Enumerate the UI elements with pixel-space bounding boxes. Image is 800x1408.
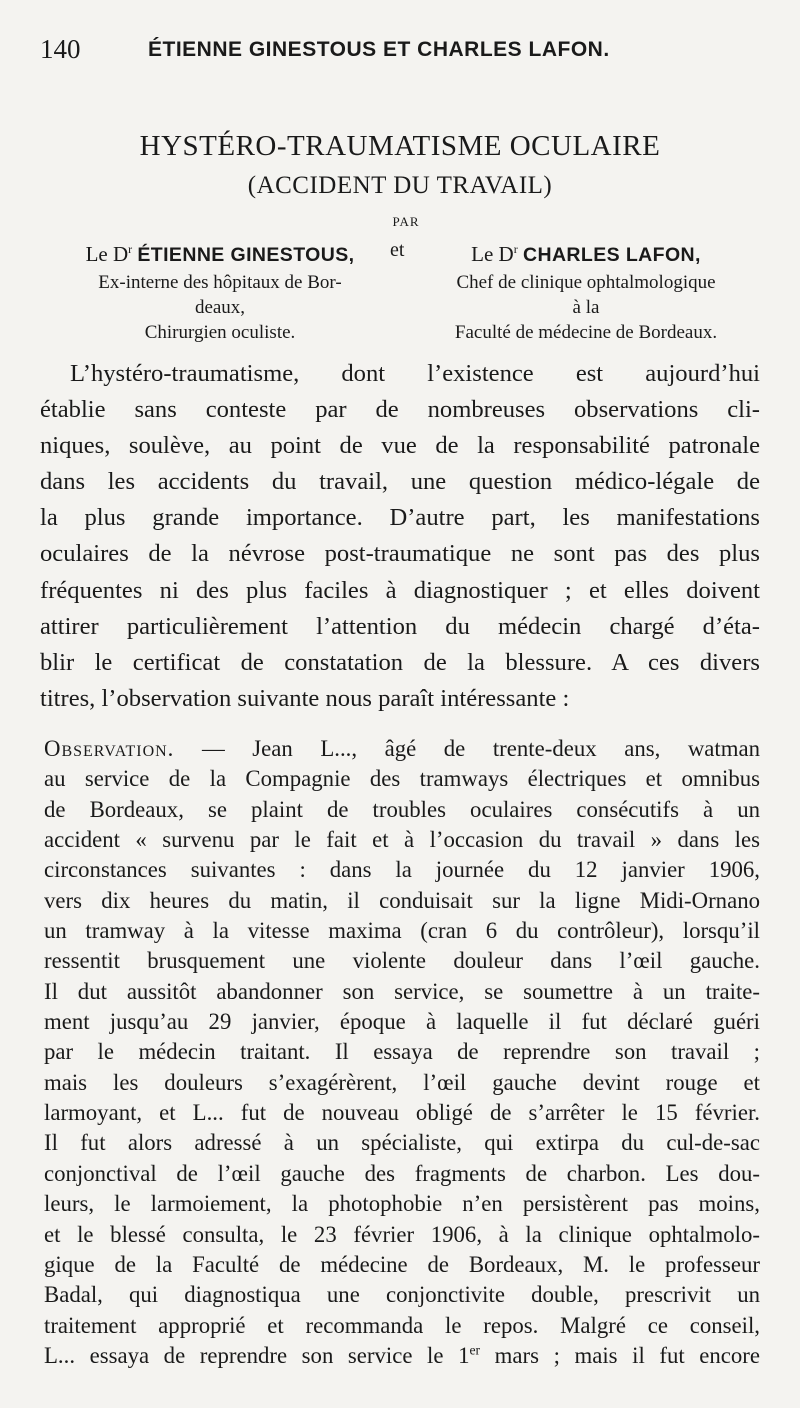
author-affiliation-line: Faculté de médecine de Bordeaux. [454,322,718,343]
text-line: niques, soulève, au point de vue de la responsabilité patronale [40,432,760,460]
text-line: un tramway à la vitesse maxima (cran 6 du contrôleur), lorsqu’il [44,918,760,944]
author-prefix-sup: r [513,242,518,256]
author-affiliation-line: Chirurgien oculiste. [144,322,296,343]
author-name [34,234,406,270]
text-line: L’hystéro-traumatisme, dont l’existence est aujourd’hui [70,360,760,387]
observation-paragraph [44,734,760,1371]
text-line: circonstances suivantes : dans la journée du 12 janvier 1906, [44,857,760,883]
author-ginestous [34,234,406,345]
text-line: accident « survenu par le fait et à l’occasion du travail » dans les [44,827,760,853]
article-title: HYSTÉRO-TRAUMATISME OCULAIRE [139,130,661,162]
text-line: traitement approprié et recommanda le repos. Malgré ce conseil, [44,1312,760,1338]
text-line: ment jusqu’au 29 janvier, époque à laquelle il fut déclaré guéri [44,1009,760,1035]
text-line: vers dix heures du matin, il conduisait sur la ligne Midi-Ornano [44,887,760,913]
text-line [44,734,760,764]
text-line: ressentit brusquement une violente douleur dans l’œil gauche. [44,948,760,974]
author-affiliation-line: à la [572,297,600,318]
text-line: conjonctival de l’œil gauche des fragments de charbon. Les dou- [44,1160,760,1186]
text-line: la plus grande importance. D’autre part, les manifestations [40,504,760,532]
author-affiliation-line: deaux, [194,297,246,318]
author-prefix: Le D [471,242,514,266]
intro-paragraph [40,356,760,717]
author-affiliation-line: Chef de clinique ophtalmologique [456,272,716,293]
text-line: Il fut alors adressé à un spécialiste, qui extirpa du cul-de-sac [44,1130,760,1156]
author-name-text: CHARLES LAFON, [522,244,701,266]
observation-label: Observation. [44,736,175,761]
text-line: au service de la Compagnie des tramways électriques et omnibus [44,766,760,792]
author-name-text: ÉTIENNE GINESTOUS, [137,244,355,266]
text-line: Badal, qui diagnostiqua une conjonctivite double, prescrivit un [44,1282,760,1308]
text-line: leurs, le larmoiement, la photophobie n’en persistèrent pas moins, [44,1191,760,1217]
text-line: mais les douleurs s’exagérèrent, l’œil gauche devint rouge et [44,1069,760,1095]
author-affiliation-line: Ex-interne des hôpitaux de Bor- [98,272,342,293]
text-line: dans les accidents du travail, une question médico-légale de [40,468,760,496]
running-title: ÉTIENNE GINESTOUS ET CHARLES LAFON. [148,38,610,61]
text-line: oculaires de la névrose post-traumatique ne sont pas des plus [40,540,760,568]
authors-block [34,234,764,344]
running-header [36,30,760,70]
author-prefix: Le D [85,242,129,266]
author-conjunction: et [390,239,405,261]
text-line: par le médecin traitant. Il essaya de reprendre son travail ; [44,1039,760,1065]
text-line: gique de la Faculté de médecine de Bordeaux, M. le professeur [44,1251,760,1277]
author-prefix-sup: r [128,242,133,256]
last-line-end: mars ; mais il fut encore [480,1342,760,1368]
text-line: de Bordeaux, se plaint de troubles oculaires consécutifs à un [44,796,760,822]
author-name [406,234,766,270]
byline-par: PAR [392,214,420,229]
article-subtitle: (ACCIDENT DU TRAVAIL) [247,172,553,199]
last-line-start: L... essaya de reprendre son service le 1 [44,1342,470,1368]
text-line: blir le certificat de constatation de la blessure. A ces divers [40,648,760,676]
text-line [44,1341,760,1371]
text-line: et le blessé consulta, le 23 février 1906, à la clinique ophtalmolo- [44,1221,760,1247]
page-number: 140 [40,34,81,64]
text-line: attirer particulièrement l’attention du médecin chargé d’éta- [40,612,760,640]
author-lafon [406,234,766,345]
ordinal-sup: er [469,1342,481,1358]
text-line: Il dut aussitôt abandonner son service, se soumettre à un traite- [44,978,760,1004]
text-line: établie sans conteste par de nombreuses observations cli- [40,396,760,424]
text-line: fréquentes ni des plus faciles à diagnostiquer ; et elles doivent [40,576,760,604]
text-line: larmoyant, et L... fut de nouveau obligé de s’arrêter le 15 février. [44,1100,760,1126]
observation-first-line: — Jean L..., âgé de trente-deux ans, watman [201,736,760,761]
text-line: titres, l’observation suivante nous paraît intéressante : [40,684,570,712]
